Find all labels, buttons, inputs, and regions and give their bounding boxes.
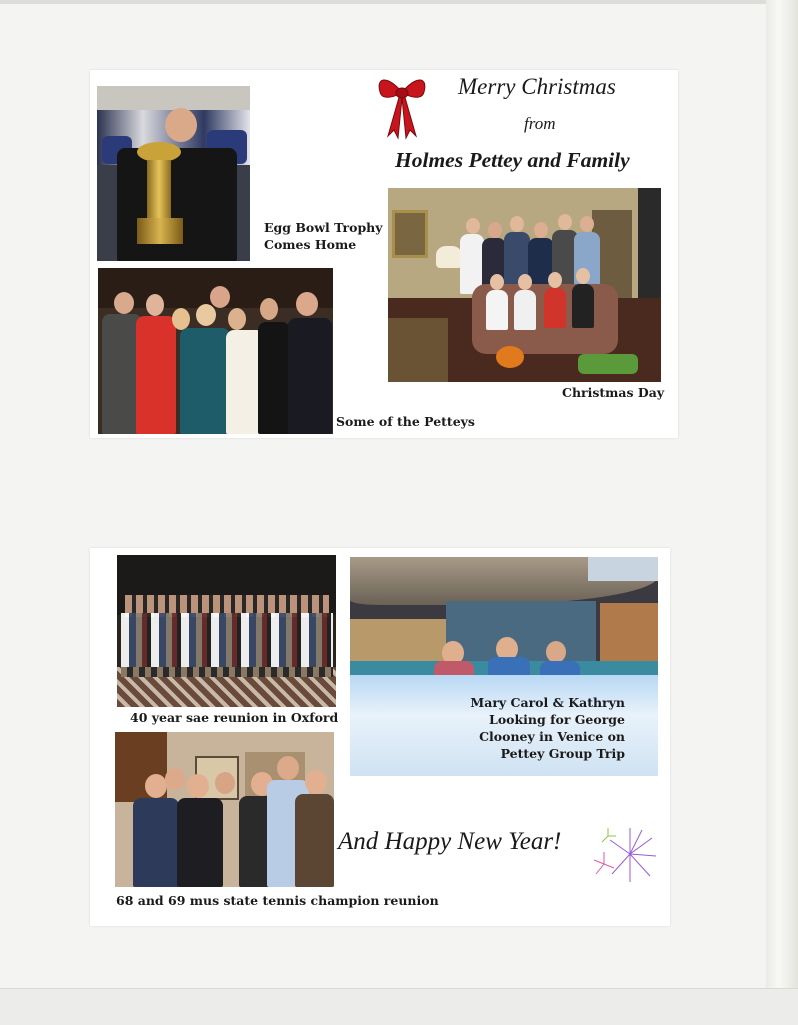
christmas-card-top — [90, 70, 678, 438]
petteys-caption: Some of the Petteys — [336, 414, 475, 429]
venice-caption-line1: Mary Carol & Kathryn — [470, 695, 625, 710]
egg-bowl-caption-line2: Comes Home — [264, 236, 357, 252]
egg-bowl-caption-line1: Egg Bowl Trophy — [264, 220, 383, 235]
scan-edge-right — [766, 0, 798, 1024]
greeting-line1: Merry Christmas — [458, 74, 616, 99]
egg-bowl-caption — [264, 220, 383, 254]
venice-caption-line2: Looking for George — [489, 711, 625, 727]
scan-edge-bottom — [0, 988, 798, 1025]
christmas-day-photo — [388, 188, 661, 382]
christmas-card-bottom — [90, 548, 670, 926]
petteys-photo — [98, 268, 333, 434]
egg-bowl-photo — [97, 86, 250, 261]
christmas-day-caption: Christmas Day — [562, 385, 665, 400]
tennis-reunion-photo — [115, 732, 334, 887]
happy-new-year: And Happy New Year! — [338, 828, 562, 855]
sae-reunion-caption: 40 year sae reunion in Oxford — [130, 710, 339, 725]
venice-caption — [460, 695, 625, 763]
venice-caption-line3: Clooney in Venice on — [479, 728, 625, 744]
red-bow-icon — [376, 70, 428, 142]
fireworks-icon — [590, 824, 660, 884]
venice-caption-line4: Pettey Group Trip — [500, 745, 625, 761]
greeting-line3: Holmes Pettey and Family — [395, 148, 630, 172]
tennis-reunion-caption: 68 and 69 mus state tennis champion reunion — [116, 893, 439, 908]
sae-reunion-photo — [117, 555, 336, 707]
greeting-line2: from — [524, 114, 556, 133]
scan-edge-top — [0, 0, 798, 4]
